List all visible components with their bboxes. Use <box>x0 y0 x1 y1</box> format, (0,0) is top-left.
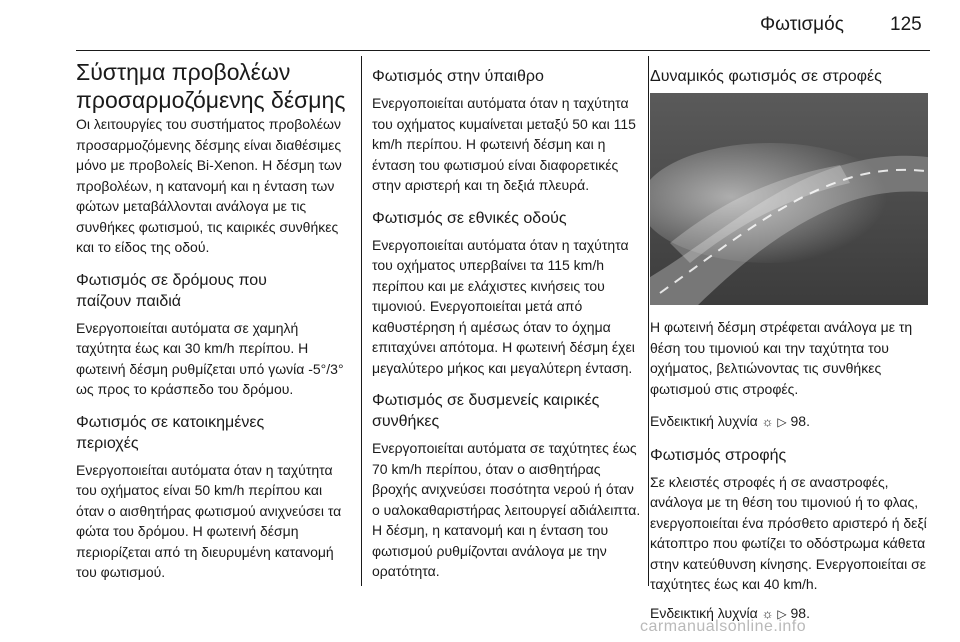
heading-children-roads-line1: Φωτισμός σε δρόμους που <box>76 271 267 289</box>
heading-adverse-weather <box>372 390 642 432</box>
column-3 <box>650 56 930 636</box>
main-heading-line2: προσαρμοζόμενης δέσμης <box>76 87 346 113</box>
heading-turn-lighting: Φωτισμός στροφής <box>650 446 787 464</box>
paragraph-children-roads: Ενεργοποιείται αυτόματα σε χαμηλή ταχύτητα έως και 30 km/h περίπου. Η φωτεινή δέσμη ρυθμίζεται υπό γωνία -5°/3° ως προς το κράσπεδο του δρόμου. <box>76 319 344 397</box>
paragraph-turn-lighting: Σε κλειστές στροφές ή σε αναστροφές, ανάλογα με τη θέση του τιμονιού ή το φλας, ενεργοποιείται ένα πρόσθετο αριστερό ή δεξί κάτοπτρο που φωτίζει το οδόστρωμα κάθετα στην κατεύθυνση κίνησης. Ενεργοποιείται σε ταχύτητες έως και 40 km/h. <box>650 473 927 592</box>
paragraph-highway-lighting: Ενεργοποιείται αυτόματα όταν η ταχύτητα του οχήματος υπερβαίνει τα 115 km/h περίπου και με ελάχιστες κινήσεις του τιμονιού. Ενεργοποιείται μετά από καθυστέρηση ή αμέσως όταν το όχημα επιταχύνει απότομα. Η φωτεινή δέσμη έχει μεγαλύτερο μήκος και μεγαλύτερη ένταση. <box>372 236 635 376</box>
paragraph-urban-areas: Ενεργοποιείται αυτόματα όταν η ταχύτητα του οχήματος είναι 50 km/h περίπου και όταν ο αισθητήρας φωτισμού ανιχνεύσει τα φώτα του δρόμου. Η φωτεινή δέσμη περιορίζεται από τη διευρυμένη κατανομή του φωτισμού. <box>76 461 342 580</box>
main-heading <box>76 58 346 114</box>
heading-adverse-weather-line1: Φωτισμός σε δυσμενείς καιρικές <box>372 392 600 409</box>
paragraph-dynamic-curve: Η φωτεινή δέσμη στρέφεται ανάλογα με τη θέση του τιμονιού και την ταχύτητα του οχήματος, βελτιώνοντας τις συνθήκες φωτισμού στις στροφές. <box>650 319 913 397</box>
heading-urban-areas <box>76 412 346 454</box>
page-number: 125 <box>890 14 922 35</box>
headlamp-indicator-icon: ☼ <box>761 605 774 621</box>
reference-page-2[interactable]: 98. <box>790 604 810 621</box>
heading-urban-areas-line2: περιοχές <box>76 434 139 452</box>
headlamp-indicator-icon: ☼ <box>761 414 774 429</box>
heading-country-lighting: Φωτισμός στην ύπαιθρο <box>372 68 544 85</box>
column-2 <box>372 56 642 594</box>
heading-highway-lighting: Φωτισμός σε εθνικές οδούς <box>372 209 567 227</box>
page-reference-arrow-icon: ▷ <box>777 415 787 429</box>
reference-text-2: Ενδεικτική λυχνία <box>650 604 758 621</box>
column-divider-left <box>361 56 362 586</box>
heading-dynamic-curve: Δυναμικός φωτισμός σε στροφές <box>650 68 882 85</box>
reference-page-1[interactable]: 98. <box>790 413 810 429</box>
section-title: Φωτισμός <box>760 14 844 35</box>
curve-lighting-illustration <box>650 93 928 305</box>
header-rule <box>76 50 930 51</box>
main-heading-line1: Σύστημα προβολέων <box>76 59 291 85</box>
reference-line-1 <box>650 411 930 433</box>
heading-children-roads-line2: παίζουν παιδιά <box>76 292 182 310</box>
watermark: carmanualsonline.info <box>640 618 807 635</box>
reference-text-1: Ενδεικτική λυχνία <box>650 413 758 429</box>
column-divider-right <box>648 56 649 586</box>
paragraph-adverse-weather: Ενεργοποιείται αυτόματα σε ταχύτητες έως 70 km/h περίπου, όταν ο αισθητήρας βροχής ανιχνεύσει ποσότητα νερού ή όταν ο υαλοκαθαριστήρας λειτουργεί αδιάλειπτα. Η δέσμη, η κατανομή και η ένταση του φωτισμού ρυθμίζονται ανάλογα με την ορατότητα. <box>372 440 641 579</box>
heading-children-roads <box>76 270 346 312</box>
intro-paragraph: Οι λειτουργίες του συστήματος προβολέων προσαρμοζόμενης δέσμης είναι διαθέσιμες μόνο με προβολείς Bi-Xenon. Η δέσμη των προβολέων, η κατανομή και η ένταση των φώτων μεταβάλλονται ανάλογα με τις συνθήκες φωτισμού, τις καιρικές συνθήκες και το είδος της οδού. <box>76 116 342 255</box>
paragraph-country-lighting: Ενεργοποιείται αυτόματα όταν η ταχύτητα του οχήματος κυμαίνεται μεταξύ 50 και 115 km/h περίπου. Η φωτεινή δέσμη και η ένταση του φωτισμού είναι διαφορετικές στην αριστερή και τη δεξιά πλευρά. <box>372 95 636 193</box>
page-reference-arrow-icon: ▷ <box>777 606 787 621</box>
column-1 <box>76 56 346 595</box>
heading-adverse-weather-line2: συνθήκες <box>372 413 440 430</box>
heading-urban-areas-line1: Φωτισμός σε κατοικημένες <box>76 413 265 431</box>
